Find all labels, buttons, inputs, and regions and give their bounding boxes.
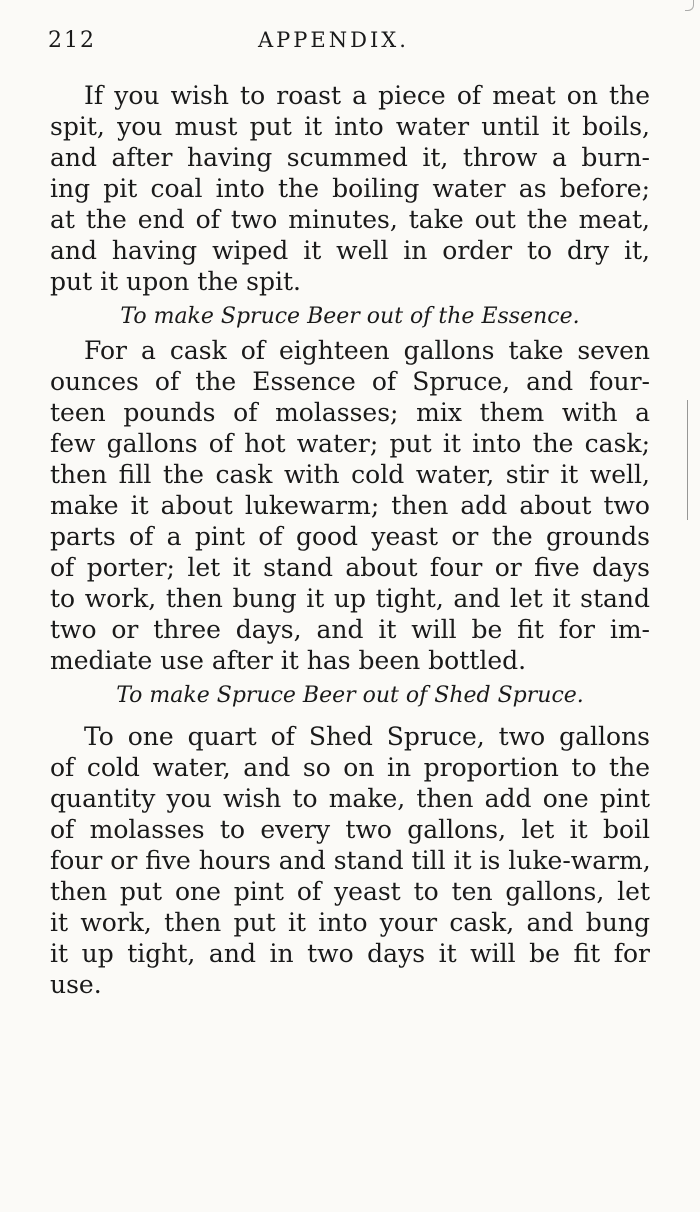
text-line: spit, you must put it into water until it boils, [50, 112, 650, 141]
running-head [48, 28, 608, 58]
page-number: 212 [48, 28, 96, 53]
text-line: of porter; let it stand about four or five days [50, 553, 650, 582]
text-line: To one quart of Shed Spruce, two gallons [84, 722, 650, 751]
running-title: APPENDIX. [258, 28, 409, 52]
text-line: put it upon the spit. [50, 267, 302, 296]
text-line: to work, then bung it up tight, and let it stand [50, 584, 650, 613]
text-line: it up tight, and in two days it will be fit for [50, 939, 650, 968]
text-line: and after having scummed it, throw a burn- [50, 143, 650, 172]
text-line: For a cask of eighteen gallons take seven [84, 336, 650, 365]
text-line: two or three days, and it will be fit for im- [50, 615, 650, 644]
text-line: parts of a pint of good yeast or the grounds [50, 522, 650, 551]
text-line: ing pit coal into the boiling water as before; [50, 174, 650, 203]
text-line: few gallons of hot water; put it into the cask; [50, 429, 650, 458]
text-line: ounces of the Essence of Spruce, and four- [50, 367, 650, 396]
text-line: mediate use after it has been bottled. [50, 646, 527, 675]
text-line: use. [50, 970, 102, 999]
text-line: If you wish to roast a piece of meat on the [84, 81, 650, 110]
text-line: then put one pint of yeast to ten gallons, let [50, 877, 650, 906]
text-line: then fill the cask with cold water, stir it well, [50, 460, 650, 489]
text-line: make it about lukewarm; then add about two [50, 491, 650, 520]
text-line: at the end of two minutes, take out the meat, [50, 205, 650, 234]
section-heading-shed-spruce: To make Spruce Beer out of Shed Spruce. [116, 683, 584, 708]
text-line: of cold water, and so on in proportion to the [50, 753, 650, 782]
text-line: quantity you wish to make, then add one pint [50, 784, 650, 813]
section-heading-essence: To make Spruce Beer out of the Essence. [120, 304, 580, 329]
text-line: of molasses to every two gallons, let it boil [50, 815, 650, 844]
text-line: it work, then put it into your cask, and bung [50, 908, 650, 937]
paragraph-roast [50, 80, 650, 297]
body-text [50, 80, 650, 1000]
text-line: teen pounds of molasses; mix them with a [50, 398, 650, 427]
page-corner-mark [685, 0, 694, 11]
page-edge-line [687, 400, 688, 520]
text-line: four or five hours and stand till it is luke-warm, [50, 846, 651, 875]
paragraph-shed-spruce [50, 721, 650, 1000]
text-line: and having wiped it well in order to dry it, [50, 236, 650, 265]
paragraph-essence [50, 335, 650, 676]
